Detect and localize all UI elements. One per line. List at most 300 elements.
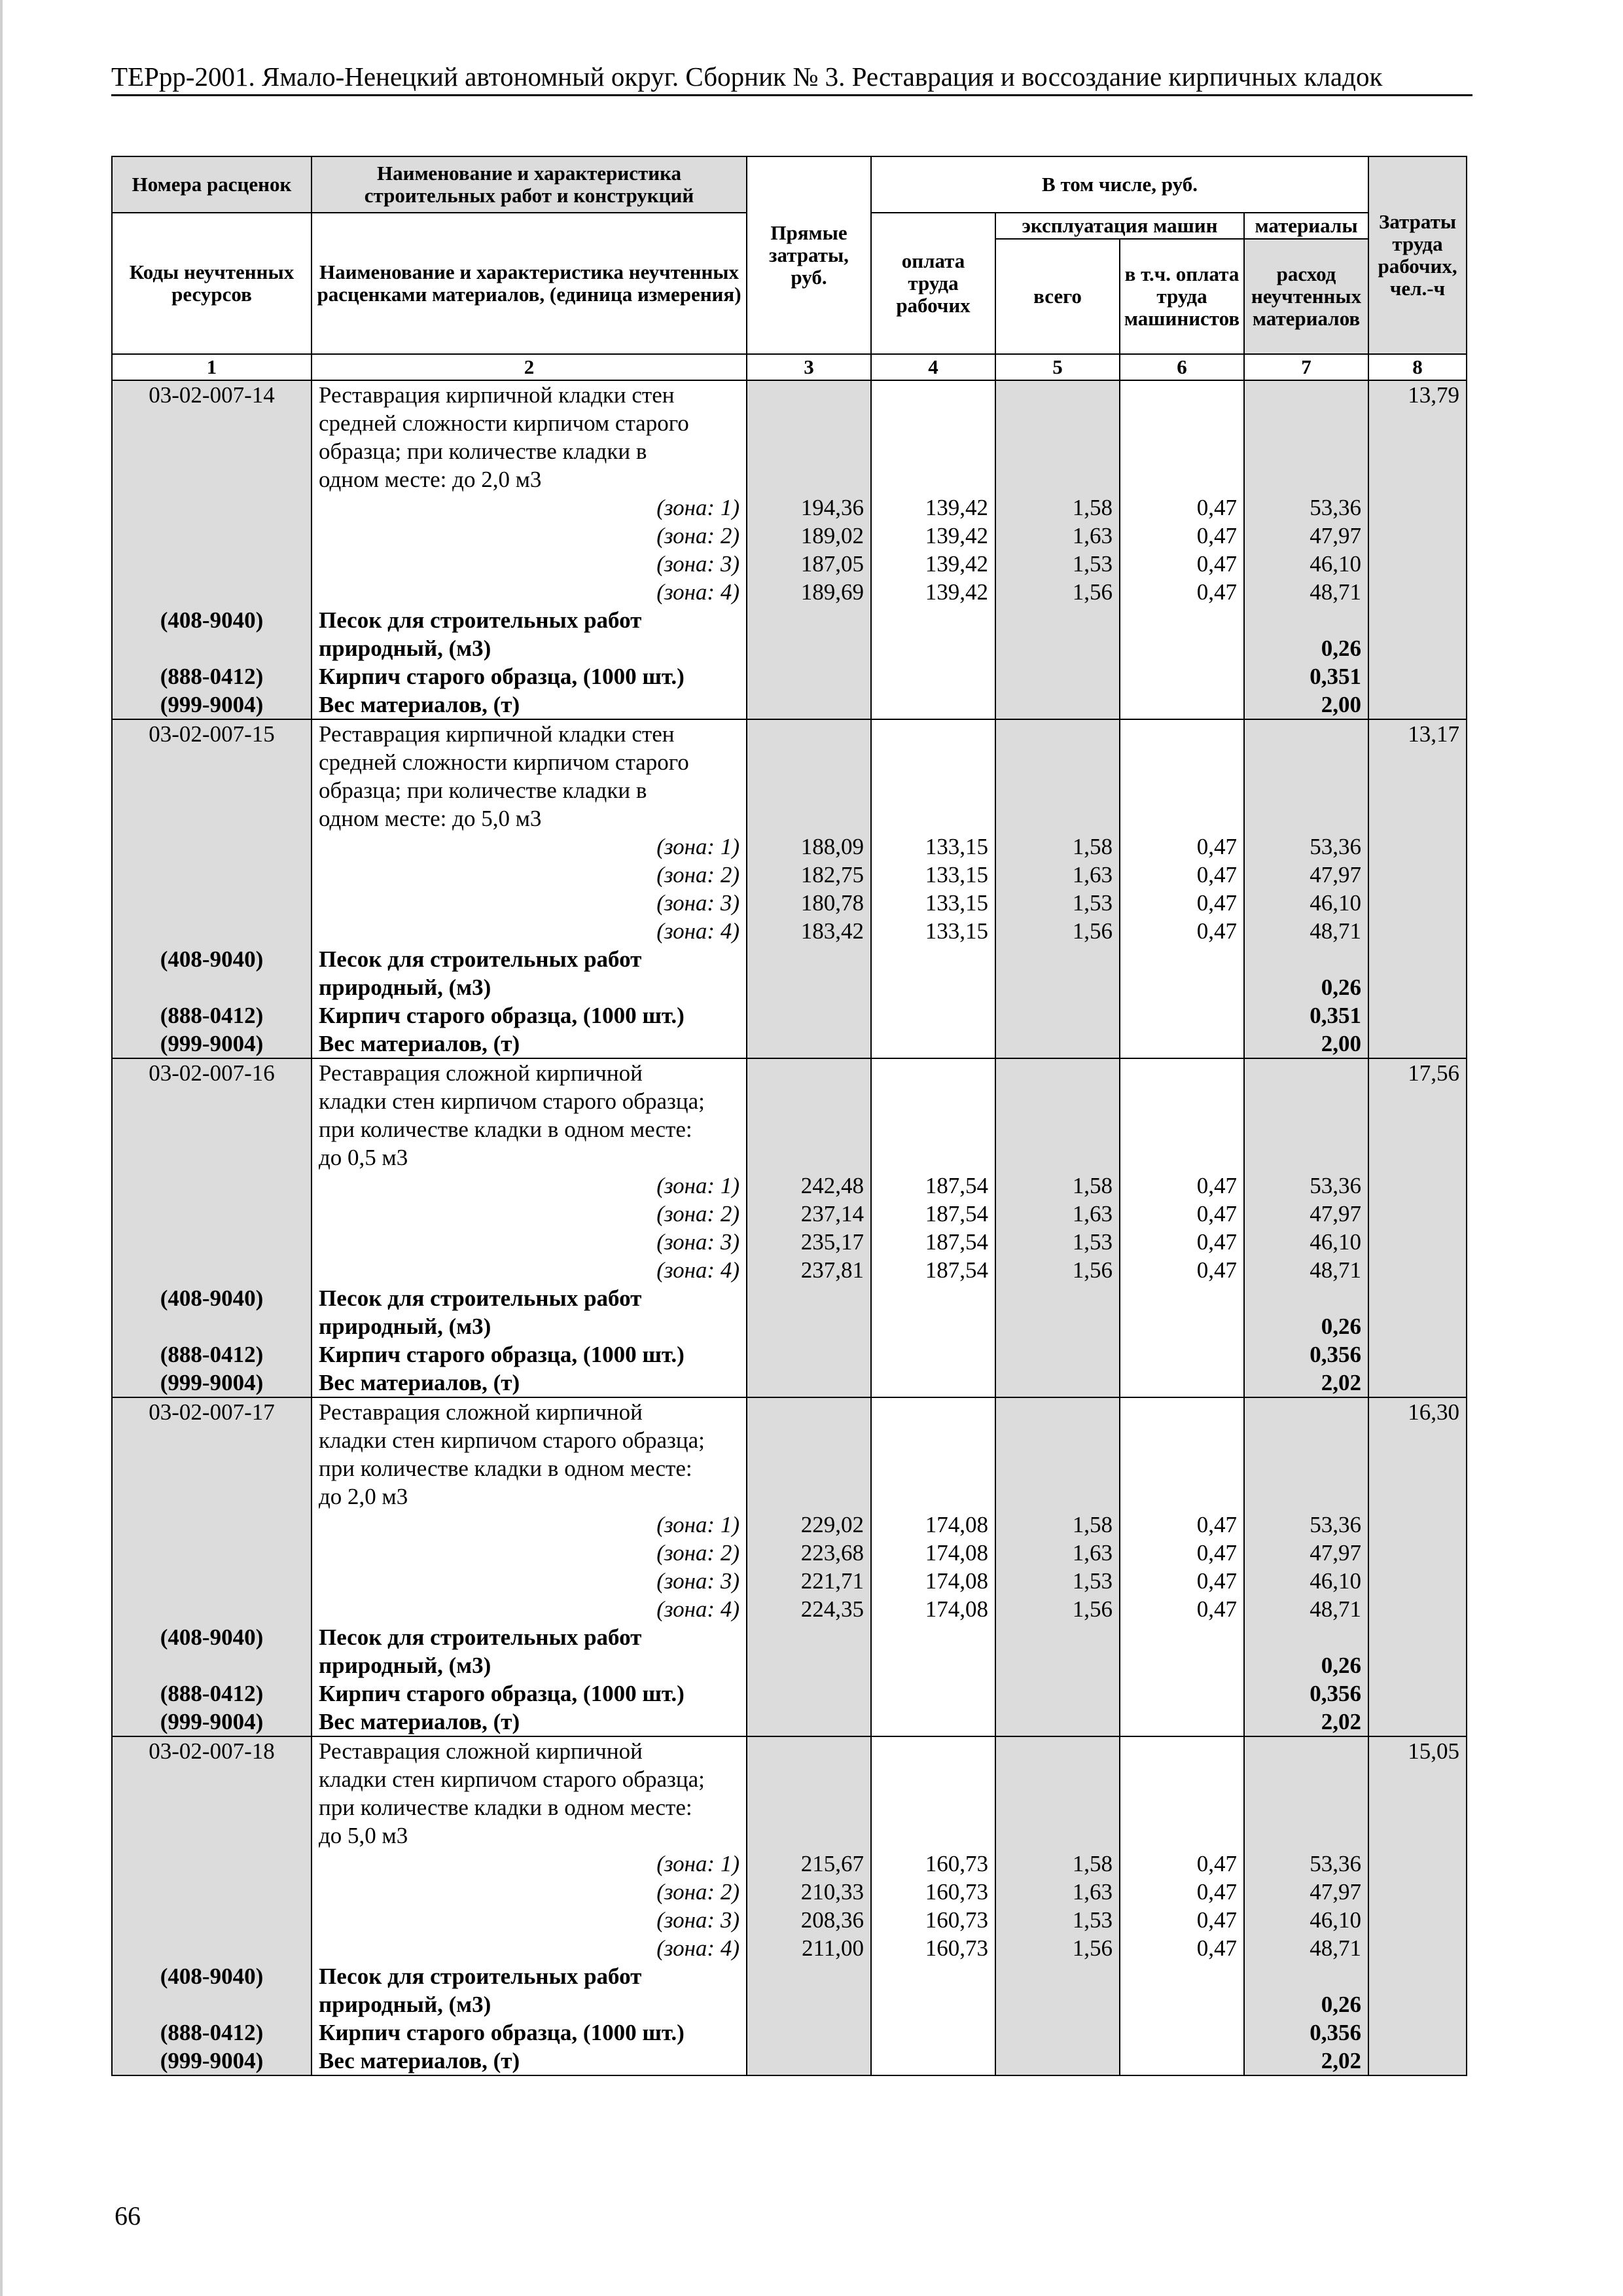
resource-name-line: Вес материалов, (т) bbox=[312, 2047, 747, 2075]
resource-quantity: 0,26 bbox=[1244, 1312, 1368, 1340]
header-machinist-pay: в т.ч. оплата труда машинистов bbox=[1120, 239, 1244, 354]
zone-row bbox=[112, 1878, 1467, 1906]
empty-cell bbox=[871, 1454, 995, 1482]
rate-description-line: средней сложности кирпичом старого bbox=[312, 409, 747, 437]
empty-cell bbox=[747, 606, 871, 634]
header-including: В том числе, руб. bbox=[871, 156, 1368, 213]
empty-cell bbox=[1368, 1821, 1467, 1850]
empty-cell bbox=[871, 1001, 995, 1030]
empty-cell bbox=[747, 973, 871, 1001]
rate-code: 03-02-007-18 bbox=[112, 1736, 312, 1765]
resource-code: (408-9040) bbox=[112, 945, 312, 973]
labor-cost: 13,79 bbox=[1368, 380, 1467, 409]
resource-quantity: 2,02 bbox=[1244, 1369, 1368, 1397]
empty-cell bbox=[1244, 1058, 1368, 1087]
empty-cell bbox=[1244, 804, 1368, 833]
empty-cell bbox=[747, 1340, 871, 1369]
rate-description-row bbox=[112, 437, 1467, 465]
empty-cell bbox=[1368, 1482, 1467, 1511]
rate-description-row bbox=[112, 719, 1467, 748]
labor-pay-value: 133,15 bbox=[871, 917, 995, 945]
labor-pay-value: 187,54 bbox=[871, 1200, 995, 1228]
empty-cell bbox=[871, 691, 995, 719]
empty-cell bbox=[995, 1623, 1120, 1651]
empty-cell bbox=[1368, 1143, 1467, 1172]
empty-cell bbox=[1368, 1990, 1467, 2018]
rate-description-line: средней сложности кирпичом старого bbox=[312, 748, 747, 776]
empty-cell bbox=[747, 662, 871, 691]
machinist-pay-value: 0,47 bbox=[1120, 889, 1244, 917]
resource-quantity: 0,356 bbox=[1244, 1340, 1368, 1369]
empty-cell bbox=[747, 2018, 871, 2047]
rate-description-row bbox=[112, 1115, 1467, 1143]
header-resource-codes: Коды неучтенных ресурсов bbox=[112, 213, 312, 354]
empty-cell bbox=[1244, 606, 1368, 634]
empty-cell bbox=[1244, 1087, 1368, 1115]
zone-row bbox=[112, 889, 1467, 917]
empty-cell bbox=[1120, 1990, 1244, 2018]
empty-cell bbox=[995, 1030, 1120, 1058]
materials-value: 53,36 bbox=[1244, 1511, 1368, 1539]
labor-pay-value: 187,54 bbox=[871, 1256, 995, 1284]
table-body bbox=[112, 380, 1467, 2075]
empty-cell bbox=[1368, 1115, 1467, 1143]
empty-cell bbox=[747, 1623, 871, 1651]
empty-cell bbox=[1120, 1765, 1244, 1793]
header-labor-pay: оплата труда рабочих bbox=[871, 213, 995, 354]
machinist-pay-value: 0,47 bbox=[1120, 1567, 1244, 1595]
empty-cell bbox=[1120, 1426, 1244, 1454]
resource-code: (408-9040) bbox=[112, 1284, 312, 1312]
header-labor-costs: Затраты труда рабочих, чел.-ч bbox=[1368, 156, 1467, 354]
machine-total-value: 1,56 bbox=[995, 1934, 1120, 1962]
empty-cell bbox=[1368, 1539, 1467, 1567]
direct-costs-value: 187,05 bbox=[747, 550, 871, 578]
direct-costs-value: 189,02 bbox=[747, 522, 871, 550]
machinist-pay-value: 0,47 bbox=[1120, 833, 1244, 861]
empty-cell bbox=[112, 748, 312, 776]
header-total: всего bbox=[995, 239, 1120, 354]
direct-costs-value: 237,14 bbox=[747, 1200, 871, 1228]
empty-cell bbox=[995, 804, 1120, 833]
rate-description-line: при количестве кладки в одном месте: bbox=[312, 1115, 747, 1143]
empty-cell bbox=[112, 1793, 312, 1821]
col-number: 3 bbox=[747, 354, 871, 380]
zone-label: (зона: 1) bbox=[312, 1172, 747, 1200]
zone-label: (зона: 2) bbox=[312, 522, 747, 550]
resource-quantity: 0,351 bbox=[1244, 1001, 1368, 1030]
rate-description-line: одном месте: до 2,0 м3 bbox=[312, 465, 747, 493]
col-number: 5 bbox=[995, 354, 1120, 380]
machinist-pay-value: 0,47 bbox=[1120, 493, 1244, 522]
empty-cell bbox=[1120, 1962, 1244, 1990]
rate-description-row bbox=[112, 1087, 1467, 1115]
labor-pay-value: 160,73 bbox=[871, 1906, 995, 1934]
zone-label: (зона: 4) bbox=[312, 1595, 747, 1623]
direct-costs-value: 215,67 bbox=[747, 1850, 871, 1878]
empty-cell bbox=[995, 776, 1120, 804]
machinist-pay-value: 0,47 bbox=[1120, 1200, 1244, 1228]
zone-row bbox=[112, 1511, 1467, 1539]
page-edge bbox=[0, 0, 3, 2296]
column-numbers-row bbox=[112, 354, 1467, 380]
empty-cell bbox=[112, 1172, 312, 1200]
empty-cell bbox=[747, 945, 871, 973]
labor-pay-value: 174,08 bbox=[871, 1567, 995, 1595]
empty-cell bbox=[995, 1058, 1120, 1087]
empty-cell bbox=[1368, 833, 1467, 861]
empty-cell bbox=[1120, 2018, 1244, 2047]
empty-cell bbox=[871, 1736, 995, 1765]
zone-label: (зона: 3) bbox=[312, 1906, 747, 1934]
empty-cell bbox=[871, 1058, 995, 1087]
empty-cell bbox=[1368, 1679, 1467, 1708]
empty-cell bbox=[112, 1143, 312, 1172]
resource-row bbox=[112, 1623, 1467, 1651]
resource-code: (888-0412) bbox=[112, 2018, 312, 2047]
empty-cell bbox=[747, 1765, 871, 1793]
empty-cell bbox=[1368, 1284, 1467, 1312]
labor-pay-value: 133,15 bbox=[871, 833, 995, 861]
resource-name-line: Песок для строительных работ bbox=[312, 1962, 747, 1990]
empty-cell bbox=[1368, 1651, 1467, 1679]
zone-row bbox=[112, 1200, 1467, 1228]
rate-description-row bbox=[112, 1482, 1467, 1511]
header-direct-costs: Прямые затраты, руб. bbox=[747, 156, 871, 354]
empty-cell bbox=[871, 1623, 995, 1651]
direct-costs-value: 235,17 bbox=[747, 1228, 871, 1256]
zone-label: (зона: 2) bbox=[312, 1539, 747, 1567]
zone-row bbox=[112, 1228, 1467, 1256]
empty-cell bbox=[747, 1651, 871, 1679]
rate-description-line: одном месте: до 5,0 м3 bbox=[312, 804, 747, 833]
empty-cell bbox=[747, 409, 871, 437]
empty-cell bbox=[871, 748, 995, 776]
empty-cell bbox=[1120, 1708, 1244, 1736]
zone-row bbox=[112, 1539, 1467, 1567]
machine-total-value: 1,58 bbox=[995, 1511, 1120, 1539]
empty-cell bbox=[1368, 1340, 1467, 1369]
resource-row bbox=[112, 1962, 1467, 1990]
empty-cell bbox=[1368, 550, 1467, 578]
page-number: 66 bbox=[115, 2201, 141, 2231]
zone-label: (зона: 3) bbox=[312, 1228, 747, 1256]
empty-cell bbox=[1244, 1765, 1368, 1793]
machine-total-value: 1,56 bbox=[995, 1595, 1120, 1623]
zone-row bbox=[112, 522, 1467, 550]
empty-cell bbox=[871, 1821, 995, 1850]
empty-cell bbox=[871, 409, 995, 437]
zone-row bbox=[112, 578, 1467, 606]
resource-name-line: Вес материалов, (т) bbox=[312, 1030, 747, 1058]
empty-cell bbox=[1244, 1736, 1368, 1765]
empty-cell bbox=[112, 1765, 312, 1793]
empty-cell bbox=[1368, 1087, 1467, 1115]
empty-cell bbox=[995, 1708, 1120, 1736]
labor-cost: 13,17 bbox=[1368, 719, 1467, 748]
zone-label: (зона: 1) bbox=[312, 833, 747, 861]
machine-total-value: 1,53 bbox=[995, 550, 1120, 578]
empty-cell bbox=[1244, 437, 1368, 465]
rate-code: 03-02-007-17 bbox=[112, 1397, 312, 1426]
materials-value: 48,71 bbox=[1244, 1934, 1368, 1962]
zone-row bbox=[112, 1172, 1467, 1200]
empty-cell bbox=[1368, 748, 1467, 776]
empty-cell bbox=[747, 634, 871, 662]
resource-name-line: природный, (м3) bbox=[312, 973, 747, 1001]
empty-cell bbox=[1120, 973, 1244, 1001]
empty-cell bbox=[995, 437, 1120, 465]
resource-code: (408-9040) bbox=[112, 1962, 312, 1990]
rate-description-row bbox=[112, 1454, 1467, 1482]
empty-cell bbox=[871, 1426, 995, 1454]
empty-cell bbox=[112, 522, 312, 550]
resource-row bbox=[112, 1312, 1467, 1340]
materials-value: 48,71 bbox=[1244, 917, 1368, 945]
materials-value: 47,97 bbox=[1244, 1878, 1368, 1906]
empty-cell bbox=[1368, 578, 1467, 606]
empty-cell bbox=[1244, 1284, 1368, 1312]
materials-value: 46,10 bbox=[1244, 1228, 1368, 1256]
empty-cell bbox=[112, 1850, 312, 1878]
direct-costs-value: 182,75 bbox=[747, 861, 871, 889]
machinist-pay-value: 0,47 bbox=[1120, 1172, 1244, 1200]
empty-cell bbox=[871, 606, 995, 634]
resource-row bbox=[112, 2018, 1467, 2047]
zone-label: (зона: 1) bbox=[312, 1850, 747, 1878]
resource-name-line: природный, (м3) bbox=[312, 634, 747, 662]
machine-total-value: 1,58 bbox=[995, 1850, 1120, 1878]
labor-pay-value: 160,73 bbox=[871, 1934, 995, 1962]
empty-cell bbox=[112, 1990, 312, 2018]
resource-row bbox=[112, 606, 1467, 634]
empty-cell bbox=[1120, 776, 1244, 804]
header-work-name: Наименование и характеристика строительных работ и конструкций bbox=[312, 156, 747, 213]
empty-cell bbox=[871, 380, 995, 409]
empty-cell bbox=[995, 1284, 1120, 1312]
empty-cell bbox=[995, 1340, 1120, 1369]
empty-cell bbox=[1368, 1228, 1467, 1256]
empty-cell bbox=[1120, 1369, 1244, 1397]
empty-cell bbox=[1120, 1454, 1244, 1482]
empty-cell bbox=[1244, 409, 1368, 437]
labor-pay-value: 160,73 bbox=[871, 1878, 995, 1906]
rate-description-line: Реставрация сложной кирпичной bbox=[312, 1058, 747, 1087]
rate-description-line: Реставрация сложной кирпичной bbox=[312, 1736, 747, 1765]
machinist-pay-value: 0,47 bbox=[1120, 1228, 1244, 1256]
empty-cell bbox=[1368, 1511, 1467, 1539]
rate-description-line: кладки стен кирпичом старого образца; bbox=[312, 1765, 747, 1793]
zone-row bbox=[112, 1850, 1467, 1878]
resource-code: (888-0412) bbox=[112, 662, 312, 691]
resource-code: (999-9004) bbox=[112, 1369, 312, 1397]
empty-cell bbox=[1368, 606, 1467, 634]
empty-cell bbox=[995, 1962, 1120, 1990]
resource-name-line: Вес материалов, (т) bbox=[312, 1708, 747, 1736]
empty-cell bbox=[1244, 1793, 1368, 1821]
empty-cell bbox=[747, 437, 871, 465]
empty-cell bbox=[112, 1511, 312, 1539]
direct-costs-value: 210,33 bbox=[747, 1878, 871, 1906]
labor-cost: 15,05 bbox=[1368, 1736, 1467, 1765]
empty-cell bbox=[1368, 917, 1467, 945]
empty-cell bbox=[871, 1030, 995, 1058]
empty-cell bbox=[1368, 691, 1467, 719]
empty-cell bbox=[1244, 1482, 1368, 1511]
machinist-pay-value: 0,47 bbox=[1120, 1850, 1244, 1878]
empty-cell bbox=[747, 804, 871, 833]
labor-pay-value: 174,08 bbox=[871, 1511, 995, 1539]
empty-cell bbox=[1368, 1172, 1467, 1200]
empty-cell bbox=[112, 465, 312, 493]
machine-total-value: 1,58 bbox=[995, 1172, 1120, 1200]
empty-cell bbox=[112, 578, 312, 606]
empty-cell bbox=[1120, 1397, 1244, 1426]
empty-cell bbox=[1120, 691, 1244, 719]
resource-quantity: 2,02 bbox=[1244, 1708, 1368, 1736]
empty-cell bbox=[747, 380, 871, 409]
empty-cell bbox=[1120, 1793, 1244, 1821]
resource-name-line: Песок для строительных работ bbox=[312, 945, 747, 973]
empty-cell bbox=[1120, 1312, 1244, 1340]
resource-quantity: 0,26 bbox=[1244, 1990, 1368, 2018]
empty-cell bbox=[995, 1001, 1120, 1030]
empty-cell bbox=[1120, 1736, 1244, 1765]
empty-cell bbox=[1120, 1030, 1244, 1058]
empty-cell bbox=[1368, 889, 1467, 917]
resource-name-line: природный, (м3) bbox=[312, 1651, 747, 1679]
empty-cell bbox=[1368, 1200, 1467, 1228]
zone-row bbox=[112, 1256, 1467, 1284]
empty-cell bbox=[995, 1369, 1120, 1397]
empty-cell bbox=[1368, 1850, 1467, 1878]
empty-cell bbox=[871, 1143, 995, 1172]
resource-name-line: Песок для строительных работ bbox=[312, 1284, 747, 1312]
machinist-pay-value: 0,47 bbox=[1120, 1878, 1244, 1906]
materials-value: 53,36 bbox=[1244, 1172, 1368, 1200]
empty-cell bbox=[871, 1679, 995, 1708]
materials-value: 47,97 bbox=[1244, 522, 1368, 550]
empty-cell bbox=[1120, 1143, 1244, 1172]
rate-description-line: до 2,0 м3 bbox=[312, 1482, 747, 1511]
rate-description-line: образца; при количестве кладки в bbox=[312, 437, 747, 465]
materials-value: 47,97 bbox=[1244, 861, 1368, 889]
zone-label: (зона: 4) bbox=[312, 917, 747, 945]
rate-description-line: при количестве кладки в одном месте: bbox=[312, 1454, 747, 1482]
machinist-pay-value: 0,47 bbox=[1120, 861, 1244, 889]
empty-cell bbox=[112, 1567, 312, 1595]
zone-label: (зона: 1) bbox=[312, 1511, 747, 1539]
empty-cell bbox=[1368, 409, 1467, 437]
empty-cell bbox=[871, 465, 995, 493]
resource-code: (408-9040) bbox=[112, 606, 312, 634]
resource-code: (888-0412) bbox=[112, 1001, 312, 1030]
resource-name-line: Кирпич старого образца, (1000 шт.) bbox=[312, 1340, 747, 1369]
empty-cell bbox=[1120, 1651, 1244, 1679]
resource-name-line: природный, (м3) bbox=[312, 1990, 747, 2018]
empty-cell bbox=[1120, 1821, 1244, 1850]
empty-cell bbox=[1244, 1143, 1368, 1172]
zone-row bbox=[112, 1595, 1467, 1623]
empty-cell bbox=[1244, 1821, 1368, 1850]
empty-cell bbox=[112, 804, 312, 833]
rate-description-line: кладки стен кирпичом старого образца; bbox=[312, 1087, 747, 1115]
resource-row bbox=[112, 1651, 1467, 1679]
empty-cell bbox=[995, 1821, 1120, 1850]
empty-cell bbox=[112, 1115, 312, 1143]
empty-cell bbox=[747, 2047, 871, 2075]
direct-costs-value: 221,71 bbox=[747, 1567, 871, 1595]
empty-cell bbox=[995, 748, 1120, 776]
resource-row bbox=[112, 1030, 1467, 1058]
labor-pay-value: 133,15 bbox=[871, 861, 995, 889]
empty-cell bbox=[747, 1115, 871, 1143]
zone-row bbox=[112, 861, 1467, 889]
empty-cell bbox=[995, 1312, 1120, 1340]
empty-cell bbox=[1368, 662, 1467, 691]
resource-code: (408-9040) bbox=[112, 1623, 312, 1651]
empty-cell bbox=[1368, 1906, 1467, 1934]
zone-row bbox=[112, 1906, 1467, 1934]
empty-cell bbox=[995, 380, 1120, 409]
materials-value: 48,71 bbox=[1244, 578, 1368, 606]
direct-costs-value: 180,78 bbox=[747, 889, 871, 917]
empty-cell bbox=[1120, 804, 1244, 833]
col-number: 6 bbox=[1120, 354, 1244, 380]
machinist-pay-value: 0,47 bbox=[1120, 578, 1244, 606]
rate-description-row bbox=[112, 1765, 1467, 1793]
rates-table bbox=[111, 156, 1467, 2076]
labor-pay-value: 187,54 bbox=[871, 1228, 995, 1256]
empty-cell bbox=[871, 1482, 995, 1511]
rate-description-row bbox=[112, 1143, 1467, 1172]
empty-cell bbox=[995, 1736, 1120, 1765]
machine-total-value: 1,56 bbox=[995, 917, 1120, 945]
empty-cell bbox=[1368, 634, 1467, 662]
empty-cell bbox=[1120, 1340, 1244, 1369]
resource-name-line: природный, (м3) bbox=[312, 1312, 747, 1340]
resource-row bbox=[112, 1708, 1467, 1736]
empty-cell bbox=[1244, 465, 1368, 493]
resource-code: (888-0412) bbox=[112, 1340, 312, 1369]
zone-row bbox=[112, 1934, 1467, 1962]
empty-cell bbox=[1120, 409, 1244, 437]
zone-row bbox=[112, 917, 1467, 945]
direct-costs-value: 188,09 bbox=[747, 833, 871, 861]
resource-name-line: Кирпич старого образца, (1000 шт.) bbox=[312, 1001, 747, 1030]
empty-cell bbox=[112, 1821, 312, 1850]
empty-cell bbox=[112, 1906, 312, 1934]
zone-label: (зона: 3) bbox=[312, 550, 747, 578]
resource-name-line: Вес материалов, (т) bbox=[312, 691, 747, 719]
empty-cell bbox=[1368, 861, 1467, 889]
empty-cell bbox=[1368, 1934, 1467, 1962]
rate-description-row bbox=[112, 1736, 1467, 1765]
machine-total-value: 1,56 bbox=[995, 578, 1120, 606]
header-material-name: Наименование и характеристика неучтенных расценками материалов, (единица измерения) bbox=[312, 213, 747, 354]
empty-cell bbox=[871, 1962, 995, 1990]
empty-cell bbox=[1368, 776, 1467, 804]
materials-value: 53,36 bbox=[1244, 1850, 1368, 1878]
empty-cell bbox=[995, 1651, 1120, 1679]
empty-cell bbox=[1120, 1679, 1244, 1708]
empty-cell bbox=[995, 1143, 1120, 1172]
direct-costs-value: 208,36 bbox=[747, 1906, 871, 1934]
rate-code: 03-02-007-15 bbox=[112, 719, 312, 748]
labor-pay-value: 174,08 bbox=[871, 1539, 995, 1567]
materials-value: 48,71 bbox=[1244, 1595, 1368, 1623]
empty-cell bbox=[112, 409, 312, 437]
